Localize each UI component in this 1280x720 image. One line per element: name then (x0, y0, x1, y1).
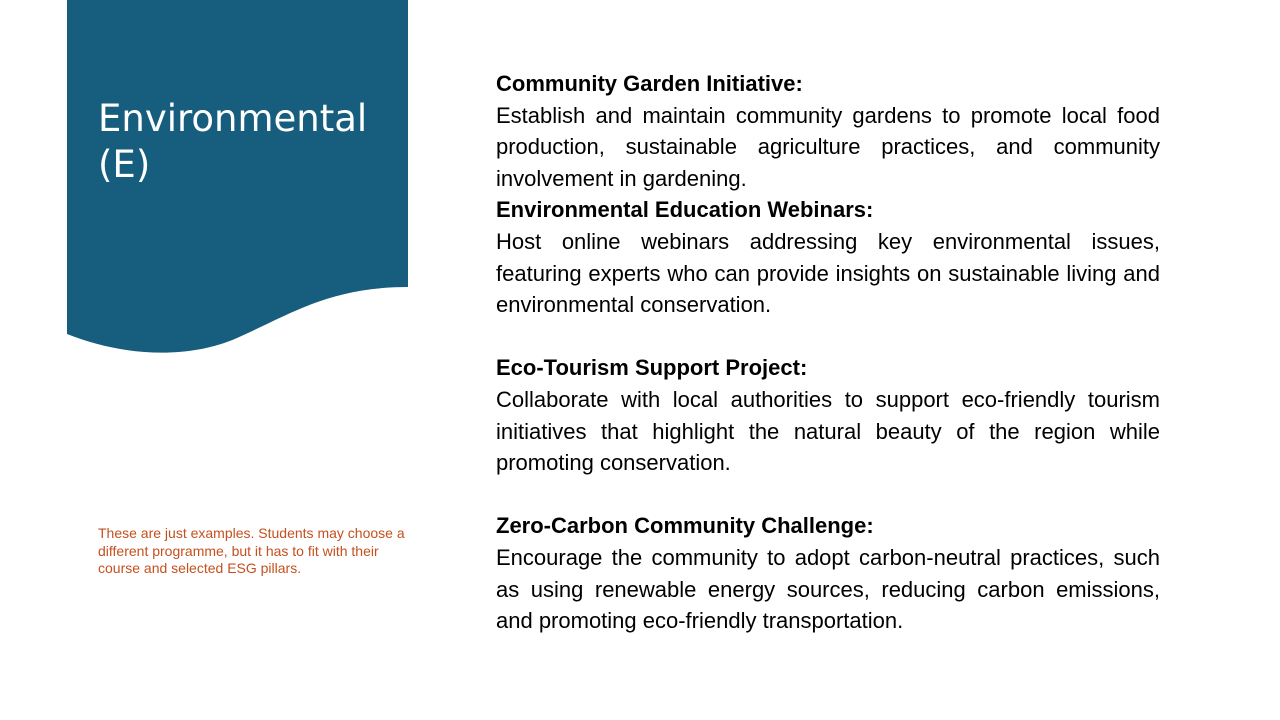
slide-title: Environmental (E) (98, 97, 368, 186)
examples-note: These are just examples. Students may choose a different programme, but it has to fit with their course and selected ESG pillars. (98, 525, 405, 576)
initiative-eco-tourism (496, 352, 1160, 478)
initiative-zero-carbon (496, 510, 1160, 636)
initiatives-list (496, 68, 1160, 637)
initiative-description: Host online webinars addressing key environmental issues, featuring experts who can provide insights on sustainable living and environmental conservation. (496, 228, 1160, 318)
initiative-heading: Zero-Carbon Community Challenge: (496, 513, 874, 539)
initiative-heading: Environmental Education Webinars: (496, 197, 874, 223)
initiative-description: Establish and maintain community gardens to promote local food production, sustainable agriculture practices, and community involvement in gardening. (496, 102, 1160, 191)
initiative-heading: Community Garden Initiative: (496, 71, 803, 96)
initiative-description: Collaborate with local authorities to support eco-friendly tourism initiatives that highlight the natural beauty of the region while promoting conservation. (496, 386, 1160, 476)
initiative-education-webinars (496, 194, 1160, 320)
initiative-description: Encourage the community to adopt carbon-neutral practices, such as using renewable energy sources, reducing carbon emissions, and promoting eco-friendly transportation. (496, 544, 1160, 634)
initiative-heading: Eco-Tourism Support Project: (496, 355, 808, 381)
initiative-community-garden (496, 68, 1160, 194)
